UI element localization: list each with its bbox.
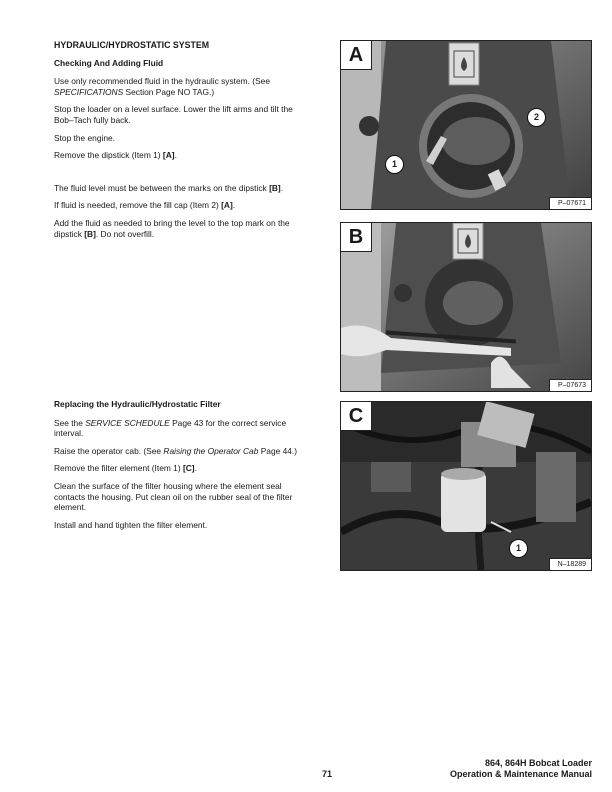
figure-ref: [B] — [269, 182, 281, 193]
figure-ref: [A] — [162, 150, 175, 161]
figure-c-callout-1: 1 — [509, 539, 528, 558]
checking-paragraph-2: Stop the loader on a level surface. Lower the lift arms and tilt the Bob–Tach fully back. — [54, 104, 293, 125]
figure-b-letter: B — [341, 223, 372, 252]
checking-paragraph-7 — [54, 218, 308, 239]
replacing-paragraph-4: Clean the surface of the filter housing where the element seal contacts the housing. Put clean oil on the rubber seal of the filter element. — [54, 480, 293, 513]
replacing-heading: Replacing the Hydraulic/Hydrostatic Filter — [54, 399, 221, 409]
figure-c-code: N–18289 — [549, 558, 591, 570]
section-title: HYDRAULIC/HYDROSTATIC SYSTEM — [54, 40, 210, 50]
replacing-paragraph-5: Install and hand tighten the filter element. — [54, 519, 208, 530]
figure-b-photo — [340, 222, 592, 392]
replacing-paragraph-3 — [54, 463, 308, 474]
checking-heading: Checking And Adding Fluid — [54, 57, 164, 68]
text: . — [194, 463, 197, 474]
replacing-paragraph-1 — [54, 418, 308, 439]
replacing-section — [54, 399, 308, 537]
figure-a-callout-2: 2 — [527, 108, 546, 127]
text: The fluid level must be between the marks on the dipstick — [54, 182, 270, 193]
text: See the — [54, 417, 86, 428]
specifications-link[interactable]: SPECIFICATIONS — [54, 86, 124, 97]
checking-paragraph-6 — [54, 200, 308, 211]
raising-cab-link[interactable]: Raising the Operator Cab — [163, 445, 259, 456]
replacing-paragraph-2 — [54, 446, 308, 457]
text: Use only recommended fluid in the hydraulic system. (See — [54, 76, 270, 87]
text: . — [232, 200, 236, 211]
checking-paragraph-5 — [54, 183, 308, 194]
text: . Do not overfill. — [95, 228, 155, 239]
checking-paragraph-3: Stop the engine. — [54, 132, 116, 143]
text: If fluid is needed, remove the fill cap (Item 2) — [54, 200, 222, 211]
figure-a-code: P–07671 — [549, 197, 591, 209]
figure-ref: [C] — [182, 463, 195, 474]
text: . — [174, 150, 177, 161]
text: Raise the operator cab. (See — [54, 445, 164, 456]
text: Remove the dipstick (Item 1) — [54, 150, 163, 161]
figure-a-callout-1: 1 — [385, 155, 404, 174]
checking-section — [54, 40, 308, 246]
text: Add the fluid as needed to bring the level to the top mark on the dipstick — [54, 217, 290, 239]
figure-a-letter: A — [341, 41, 372, 70]
text: . — [280, 182, 284, 193]
figure-c-illustration — [341, 402, 591, 570]
figure-b-code: P–07673 — [549, 379, 591, 391]
figure-c-letter: C — [341, 402, 372, 431]
figure-ref: [B] — [84, 228, 96, 239]
text: Page 44.) — [258, 445, 298, 456]
figure-ref: [A] — [221, 200, 233, 211]
checking-paragraph-1 — [54, 76, 308, 97]
manual-title-line-1: 864, 864H Bobcat Loader — [484, 758, 592, 768]
text: Page 43 for the correct service interval. — [54, 417, 287, 439]
figure-a-photo — [340, 40, 592, 210]
service-schedule-link[interactable]: SERVICE SCHEDULE — [85, 417, 170, 428]
text: Section Page NO TAG.) — [123, 86, 215, 97]
page-number: 71 — [322, 769, 333, 779]
checking-paragraph-4 — [54, 150, 308, 161]
text: Remove the filter element (Item 1) — [54, 463, 183, 474]
manual-title-line-2: Operation & Maintenance Manual — [449, 769, 592, 779]
figure-b-illustration — [341, 223, 591, 391]
manual-title — [450, 758, 592, 780]
figure-a-illustration — [341, 41, 591, 209]
figure-c-photo — [340, 401, 592, 571]
